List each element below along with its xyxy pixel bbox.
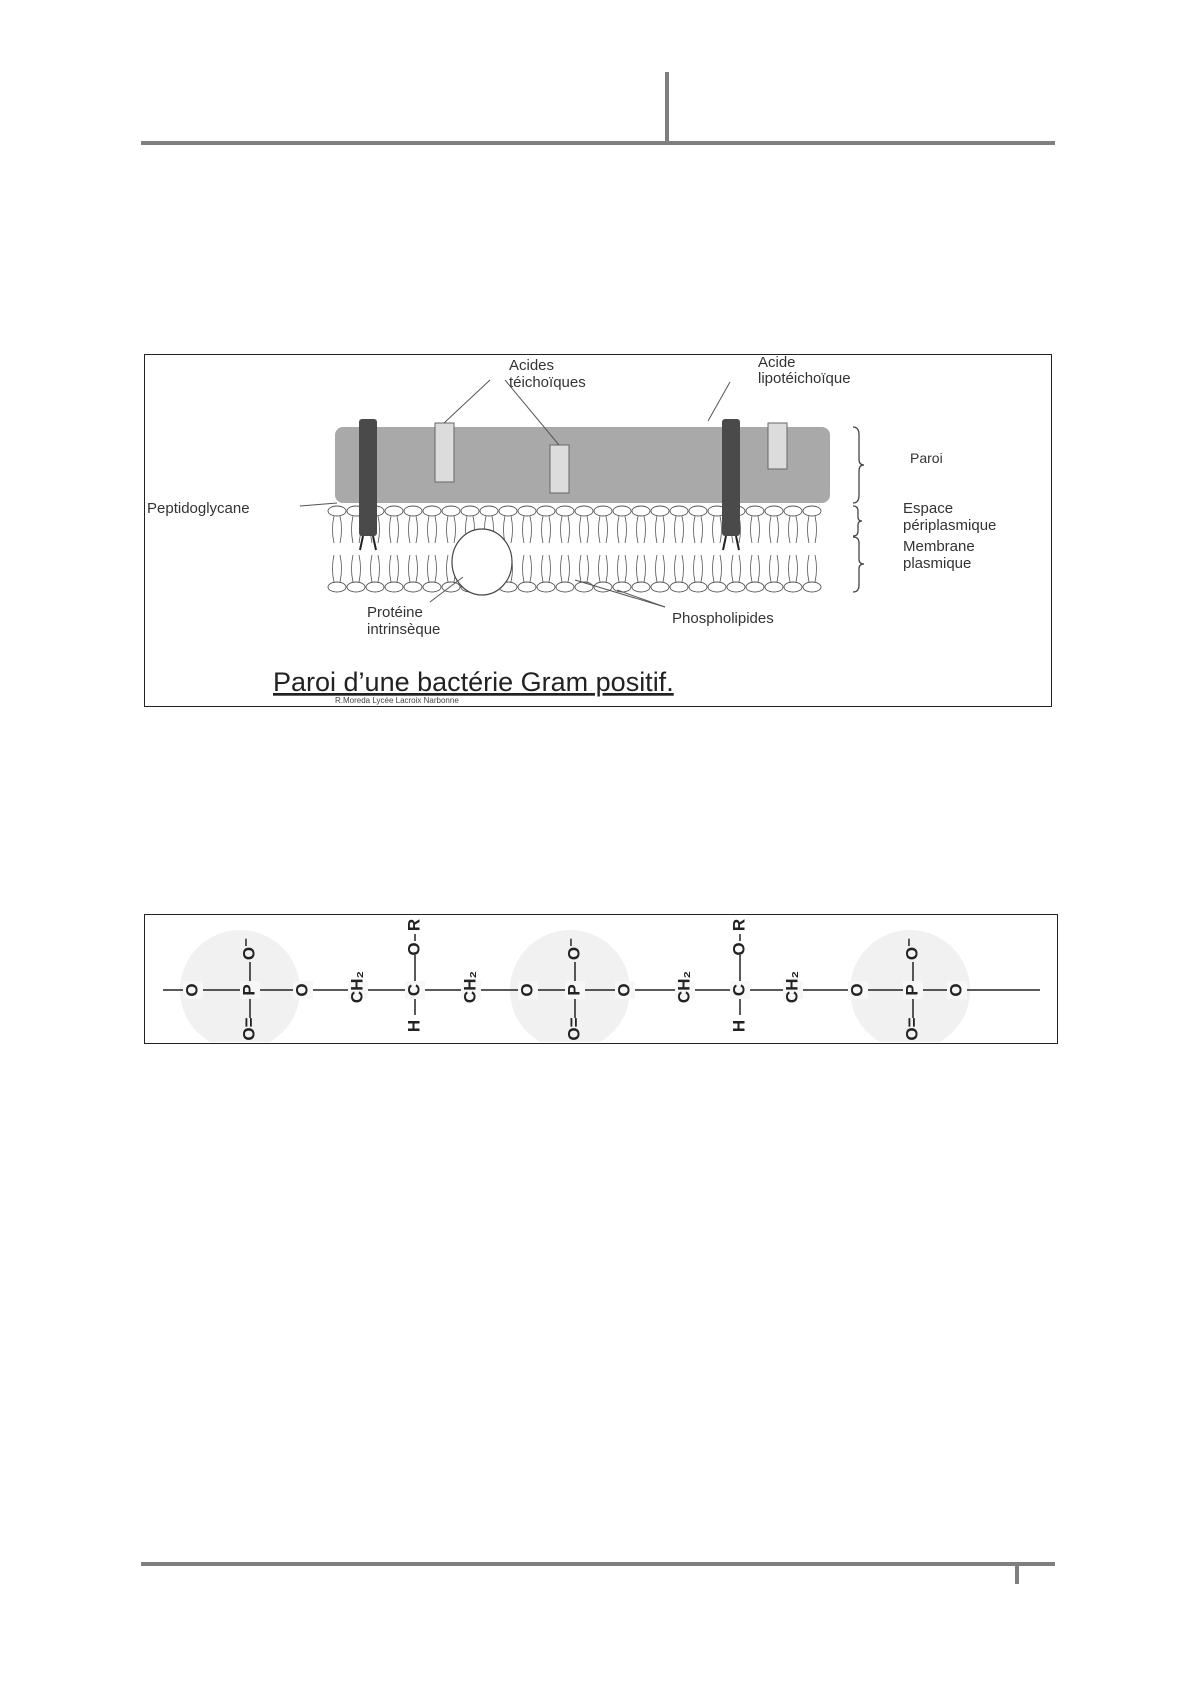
label-lipoteichoique: lipotéichoïque — [758, 370, 851, 387]
lipid-head — [765, 582, 783, 592]
figure1-credit: R.Moreda Lycée Lacroix Narbonne — [335, 696, 459, 705]
light-rod-1 — [435, 423, 454, 482]
oxygen-atom: O — [517, 983, 537, 997]
lipid-tail — [789, 555, 791, 582]
lipid-head — [423, 582, 441, 592]
lipid-tail — [720, 516, 722, 543]
lipid-head — [328, 506, 346, 516]
lipid-head — [632, 582, 650, 592]
label-periplasmique: périplasmique — [903, 517, 997, 534]
oxygen-atom: O — [182, 983, 202, 997]
lipid-head — [499, 506, 517, 516]
lipid-head — [784, 506, 802, 516]
lipid-head — [803, 506, 821, 516]
lipid-head — [556, 582, 574, 592]
figure1-title: Paroi d’une bactérie Gram positif. — [273, 667, 674, 697]
lipid-tail — [606, 555, 608, 582]
label-acides: Acides — [509, 357, 555, 374]
lipid-tail — [625, 516, 627, 543]
lipid-tail — [511, 516, 513, 543]
lipid-tail — [390, 516, 392, 543]
o-double-bond: O= — [902, 1017, 922, 1041]
lipid-tail — [378, 555, 380, 582]
phosphorus-atom: P — [564, 984, 584, 996]
lipid-tail — [587, 555, 589, 582]
label-peptidoglycane: Peptidoglycane — [147, 500, 250, 517]
ch2-group: CH₂ — [460, 970, 480, 1004]
lipid-tail — [428, 516, 430, 543]
lipid-tail — [789, 516, 791, 543]
phosphorus-atom: P — [902, 984, 922, 996]
lipid-tail — [720, 555, 722, 582]
lipid-tail — [758, 555, 760, 582]
lipid-tail — [371, 555, 373, 582]
lipid-tail — [416, 516, 418, 543]
lipid-tail — [340, 516, 342, 543]
lipid-tail — [397, 555, 399, 582]
lipid-tail — [561, 516, 563, 543]
lipid-head — [385, 506, 403, 516]
lipid-head — [651, 506, 669, 516]
lipid-tail — [713, 555, 715, 582]
lipid-tail — [599, 555, 601, 582]
lipid-tail — [663, 516, 665, 543]
lipid-head — [442, 506, 460, 516]
lipid-head — [632, 506, 650, 516]
lipid-tail — [625, 555, 627, 582]
lipid-head — [385, 582, 403, 592]
r-group: R — [729, 918, 749, 932]
lipid-head — [537, 582, 555, 592]
lipid-tail — [637, 555, 639, 582]
dark-rod-2 — [722, 419, 740, 536]
lipid-tail — [732, 555, 734, 582]
lipid-tail — [416, 555, 418, 582]
lipid-tail — [644, 555, 646, 582]
lipid-head — [689, 582, 707, 592]
ch2-group: CH₂ — [782, 970, 802, 1004]
lipid-head — [423, 506, 441, 516]
lipid-tail — [568, 555, 570, 582]
lipid-head — [746, 506, 764, 516]
lipid-tail — [523, 555, 525, 582]
lipid-tail — [751, 555, 753, 582]
lipid-tail — [796, 555, 798, 582]
hydrogen-atom: H — [729, 1019, 749, 1033]
label-espace: Espace — [903, 500, 954, 517]
label-phospholipides: Phospholipides — [672, 610, 774, 627]
lipid-tail — [815, 555, 817, 582]
lipid-tail — [359, 555, 361, 582]
lipid-tail — [435, 555, 437, 582]
lipid-head — [670, 582, 688, 592]
lipid-tail — [808, 555, 810, 582]
label-intrinseque: intrinsèque — [367, 621, 441, 638]
phosphorus-atom: P — [239, 984, 259, 996]
lipid-tail — [435, 516, 437, 543]
lipid-tail — [618, 555, 620, 582]
lipid-tail — [758, 516, 760, 543]
lipid-tail — [682, 516, 684, 543]
lipid-tail — [542, 516, 544, 543]
header-rule — [141, 141, 1055, 145]
lipid-head — [328, 582, 346, 592]
o-minus: O⁻ — [564, 937, 584, 961]
lipid-head — [803, 582, 821, 592]
o-minus: O⁻ — [902, 937, 922, 961]
lipid-tail — [568, 516, 570, 543]
o-double-bond: O= — [564, 1017, 584, 1041]
carbon-atom: C — [404, 983, 424, 997]
wall-diagram — [145, 355, 1050, 705]
dark-rod-1 — [359, 419, 377, 536]
lipid-tail — [701, 516, 703, 543]
lipid-tail — [796, 516, 798, 543]
lipid-tail — [549, 555, 551, 582]
lipid-tail — [663, 555, 665, 582]
label-membrane: Membrane — [903, 538, 975, 555]
lipid-head — [765, 506, 783, 516]
lipid-head — [404, 506, 422, 516]
lipid-tail — [587, 516, 589, 543]
label-paroi: Paroi — [910, 450, 943, 466]
chain-diagram — [145, 915, 1056, 1042]
lipid-tail — [675, 555, 677, 582]
lipid-head — [366, 582, 384, 592]
lipid-tail — [542, 555, 544, 582]
ch2-group: CH₂ — [674, 970, 694, 1004]
lipid-tail — [333, 516, 335, 543]
lipid-head — [708, 582, 726, 592]
lipid-tail — [694, 516, 696, 543]
lipid-tail — [808, 516, 810, 543]
lipid-head — [461, 506, 479, 516]
oxygen-atom: O — [729, 942, 749, 956]
lipid-tail — [656, 516, 658, 543]
intrinsic-protein — [452, 529, 512, 595]
lipid-tail — [713, 516, 715, 543]
lipid-tail — [770, 555, 772, 582]
oxygen-atom: O — [946, 983, 966, 997]
lipid-tail — [701, 555, 703, 582]
figure-teichoic-chain — [144, 914, 1058, 1044]
lipid-tail — [454, 516, 456, 543]
lipid-tail — [428, 555, 430, 582]
label-acide: Acide — [758, 355, 796, 371]
light-rod-3 — [768, 423, 787, 469]
lipid-tail — [656, 555, 658, 582]
lipid-head — [575, 506, 593, 516]
lipid-tail — [397, 516, 399, 543]
lipid-tail — [409, 555, 411, 582]
lipid-head — [746, 582, 764, 592]
ch2-group: CH₂ — [347, 970, 367, 1004]
o-minus: O⁻ — [239, 937, 259, 961]
oxygen-atom: O — [847, 983, 867, 997]
lipid-tail — [549, 516, 551, 543]
lipid-tail — [447, 516, 449, 543]
lipid-head — [670, 506, 688, 516]
lipid-head — [537, 506, 555, 516]
lipid-head — [784, 582, 802, 592]
label-teichoiques: téichoïques — [509, 374, 586, 391]
lipid-tail — [333, 555, 335, 582]
lipid-tail — [390, 555, 392, 582]
lipid-tail — [340, 555, 342, 582]
hydrogen-atom: H — [404, 1019, 424, 1033]
lipid-tail — [675, 516, 677, 543]
lipid-head — [556, 506, 574, 516]
lipid-tail — [739, 555, 741, 582]
lipid-tail — [644, 516, 646, 543]
light-rod-2 — [550, 445, 569, 493]
oxygen-atom: O — [614, 983, 634, 997]
peptidoglycan-layer — [335, 427, 830, 503]
label-proteine: Protéine — [367, 604, 423, 621]
lipid-head — [518, 582, 536, 592]
lipid-head — [404, 582, 422, 592]
r-group: R — [404, 918, 424, 932]
lipid-head — [613, 582, 631, 592]
lipid-tail — [530, 555, 532, 582]
lipid-head — [518, 506, 536, 516]
lipid-tail — [409, 516, 411, 543]
lipid-tail — [777, 555, 779, 582]
lipid-tail — [777, 516, 779, 543]
header-divider — [665, 72, 669, 144]
lipid-tail — [599, 516, 601, 543]
lipid-tail — [561, 555, 563, 582]
lipid-tail — [580, 516, 582, 543]
figure-gram-positive-wall — [144, 354, 1052, 707]
lipid-head — [594, 506, 612, 516]
footer-tick — [1015, 1562, 1019, 1584]
lipid-head — [480, 506, 498, 516]
lipid-tail — [606, 516, 608, 543]
lipid-head — [727, 582, 745, 592]
lipid-head — [575, 582, 593, 592]
footer-rule — [141, 1562, 1055, 1566]
lipid-tail — [682, 555, 684, 582]
carbon-atom: C — [729, 983, 749, 997]
lipid-head — [347, 582, 365, 592]
lipid-head — [613, 506, 631, 516]
lipid-tail — [618, 516, 620, 543]
phospholipid-bilayer — [328, 506, 821, 592]
lipid-tail — [580, 555, 582, 582]
lipid-tail — [352, 555, 354, 582]
lipid-tail — [815, 516, 817, 543]
o-double-bond: O= — [239, 1017, 259, 1041]
oxygen-atom: O — [404, 942, 424, 956]
lipid-tail — [694, 555, 696, 582]
lipid-head — [689, 506, 707, 516]
oxygen-atom: O — [292, 983, 312, 997]
lipid-tail — [770, 516, 772, 543]
lipid-tail — [523, 516, 525, 543]
lipid-tail — [447, 555, 449, 582]
lipid-tail — [751, 516, 753, 543]
lipid-head — [651, 582, 669, 592]
lipid-tail — [352, 516, 354, 543]
label-plasmique: plasmique — [903, 555, 972, 572]
lipid-tail — [637, 516, 639, 543]
lipid-tail — [378, 516, 380, 543]
lipid-tail — [530, 516, 532, 543]
